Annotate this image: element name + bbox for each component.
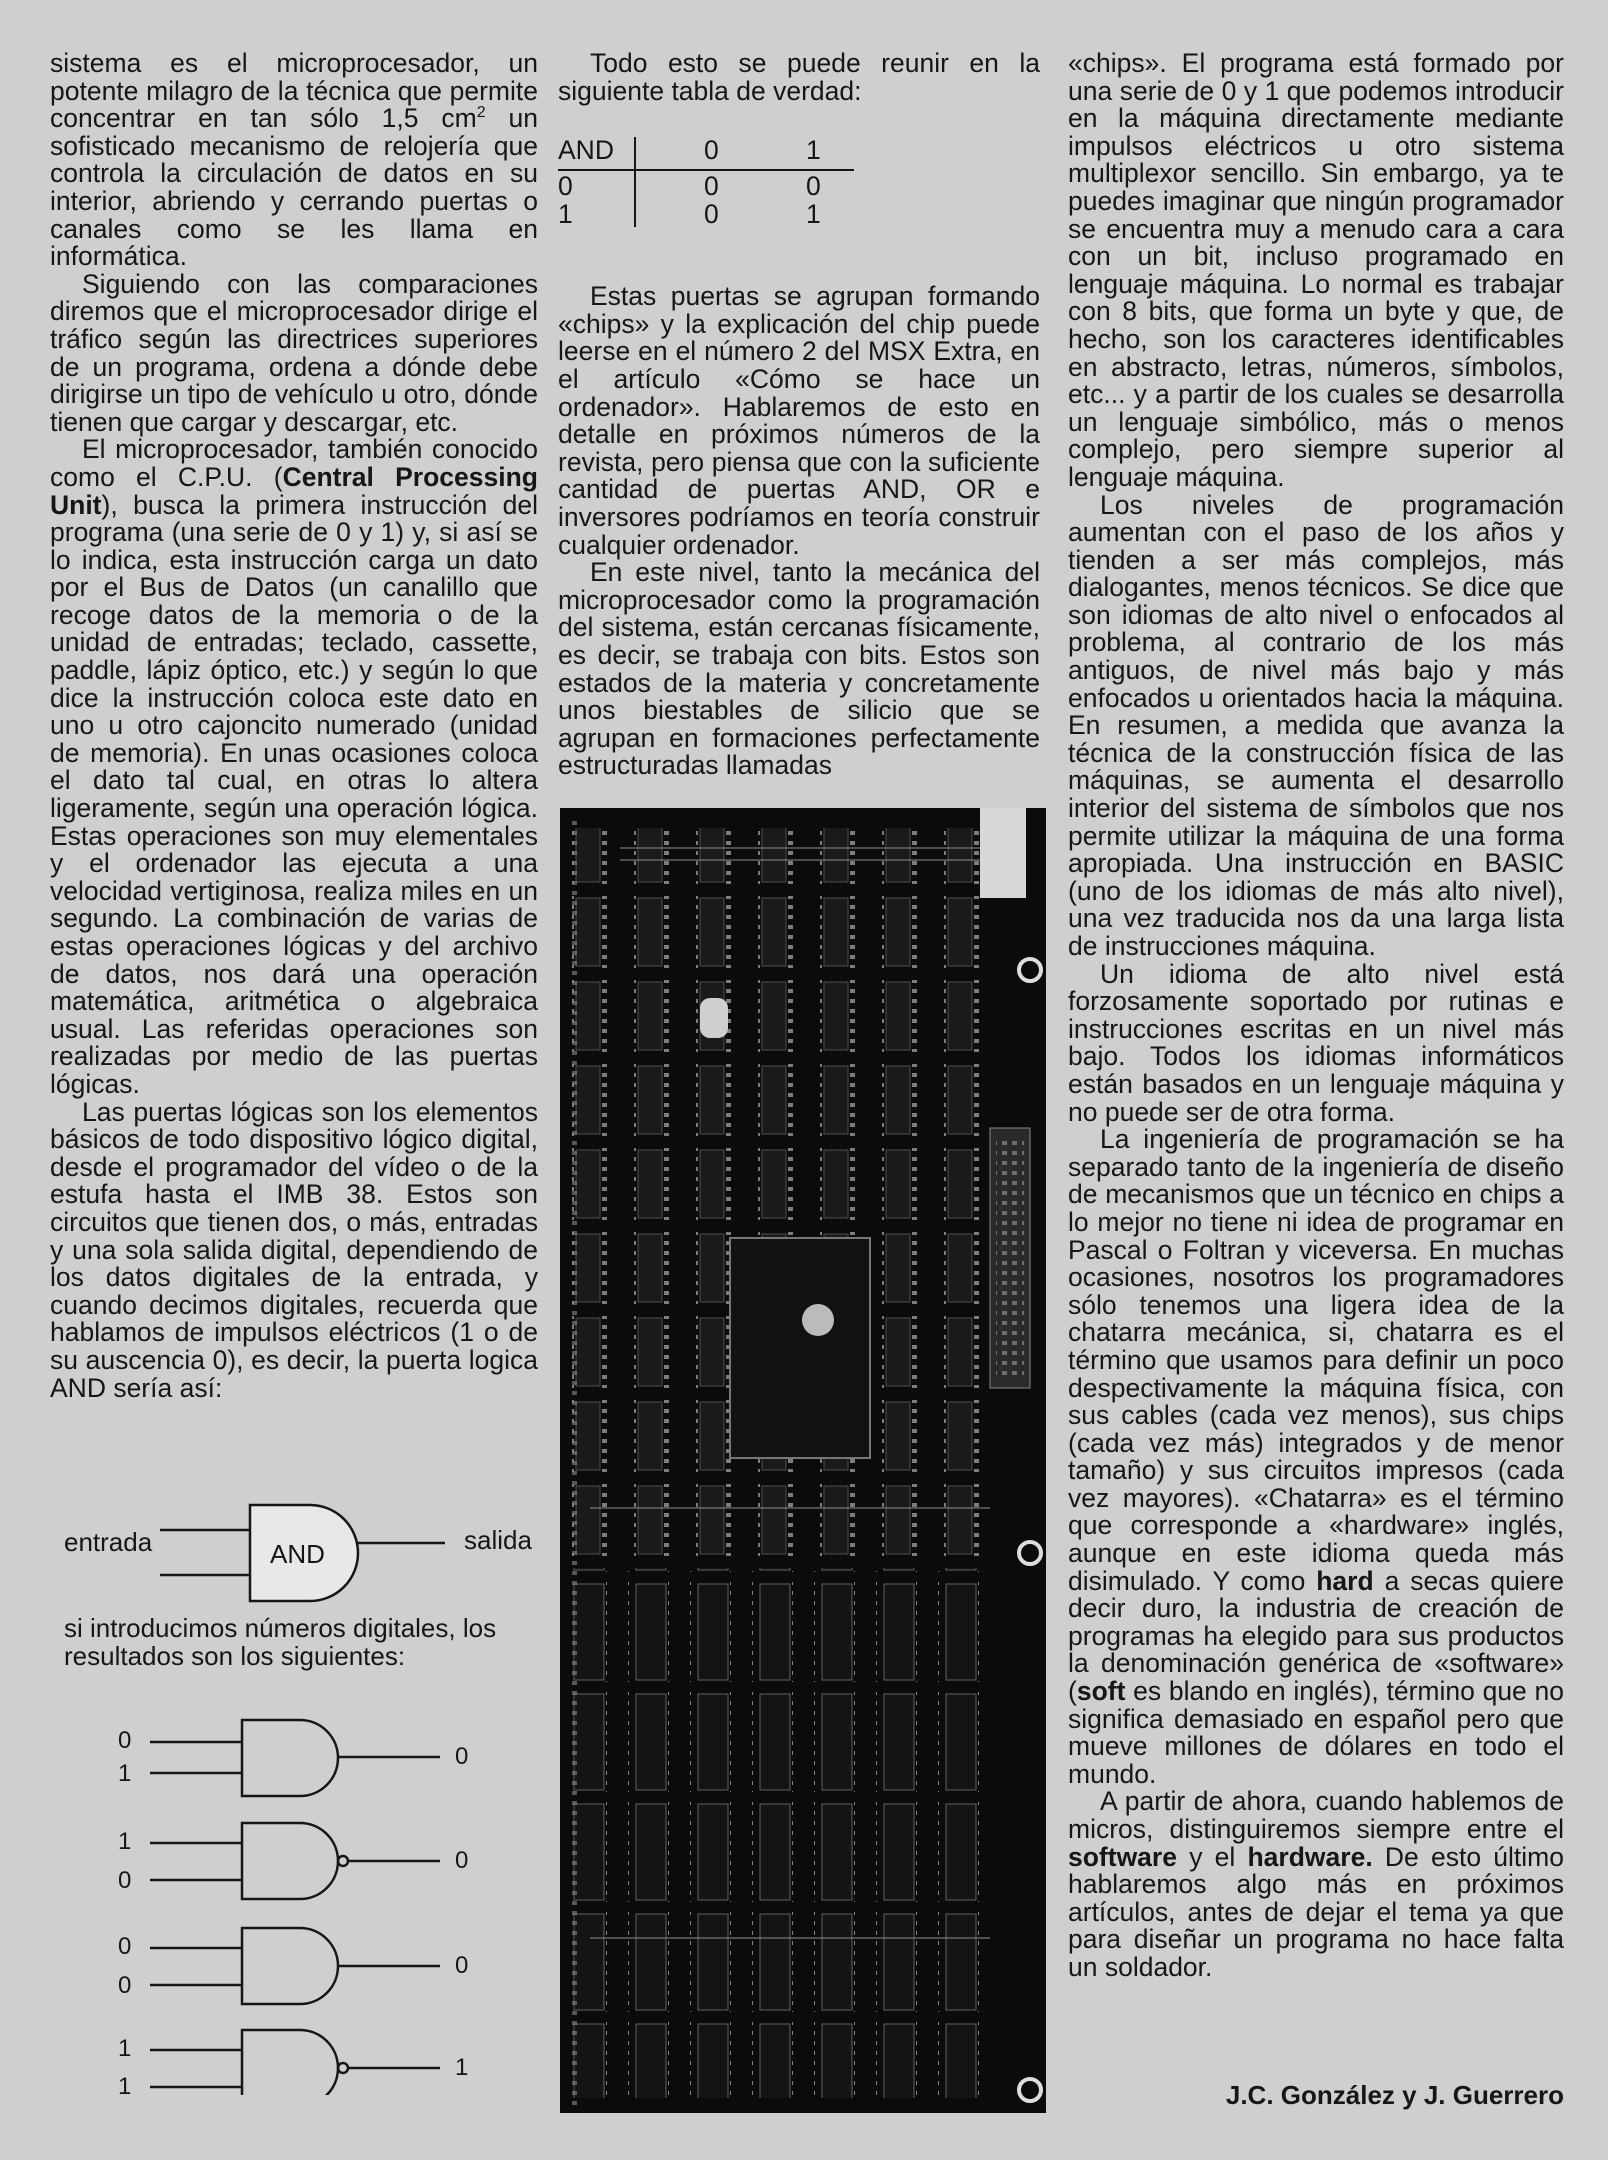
table-header: 0 (704, 135, 719, 166)
paragraph: Un idioma de alto nivel está forzosamente soportado por rutinas e instrucciones escritas en un nivel más bajo. Todos los idiomas informáticos están basados en un lenguaje máquina y no puede ser de otra forma. (1068, 958, 1564, 1127)
gate-input-a: 1 (118, 2035, 132, 2062)
gate-output: 0 (455, 1743, 469, 1770)
author-byline: J.C. González y J. Guerrero (1225, 2080, 1564, 2110)
paragraph: En este nivel, tanto la mecánica del microprocesador como la programación del sistema, están cercanas físicamente, es decir, se trabaja con bits. Estos son estados de la materia y concretamente unos biestables de silicio que se agrupan en formaciones perfectamente estructuradas llamadas (558, 557, 1040, 781)
paragraph: Los niveles de programación aumentan con el paso de los años y tienden a ser más complejos, más dialogantes, menos técnicos. Se dice que son idiomas de alto nivel o enfocados al problema, al contrario de los más antiguos, de nivel más bajo y más enfocados u orientados hacia la máquina. En resumen, a medida que avanza la técnica de la construcción física de las máquinas, se aumenta el desarrollo interior del sistema de símbolos que nos permite utilizar la máquina de una forma apropiada. Una instrucción en BASIC (uno de los idiomas de más alto nivel), una vez traducida nos da una larga lista de instrucciones máquina. (1068, 489, 1564, 961)
table-cell: 1 (558, 199, 573, 230)
column-2 (558, 50, 1040, 780)
circuit-board-photo (560, 808, 1046, 2113)
gate-input-b: 1 (118, 2073, 132, 2100)
table-header: AND (558, 135, 614, 166)
table-header: 1 (806, 135, 821, 166)
column-1 (50, 50, 538, 1402)
gate-input-b: 0 (118, 1972, 132, 1999)
paragraph: Las puertas lógicas son los elementos básicos de todo dispositivo lógico digital, desde el programador del vídeo o de la estufa hasta el IMB 38. Estos son circuitos que tienen dos, o más, entradas y una sola salida digital, dependiendo de los datos digitales de la entrada, y cuando decimos digitales, recuerda que hablamos de impulsos eléctricos (1 o de su auscencia 0), es decir, la puerta logica AND sería así: (50, 1096, 538, 1403)
gate-input-b: 1 (118, 1760, 132, 1787)
gate-input-a: 0 (118, 1933, 132, 1960)
table-cell: 0 (806, 171, 821, 202)
paragraph: Todo esto se puede reunir en la siguiente tabla de verdad: (558, 48, 1040, 106)
input-label: entrada (64, 1527, 153, 1557)
table-cell: 0 (704, 199, 719, 230)
paragraph: «chips». El programa está formado por una serie de 0 y 1 que podemos introducir en la máquina directamente mediante impulsos eléctricos u otro sistema multiplexor sencillo. Sin embargo, ya te puedes imaginar que ningún programador se encuentra muy a menudo cara a cara con un bit, incluso programado en lenguaje máquina. Lo normal es trabajar con 8 bits, que forma un byte y que, de hecho, son los caracteres identificables en abstracto, letras, números, símbolos, etc... y a partir de los cuales se desarrolla un lenguaje simbólico, más o menos complejo, pero siempre superior al lenguaje máquina. (1068, 48, 1564, 492)
gate-drawings (50, 1495, 560, 2095)
gate-output: 0 (455, 1847, 469, 1874)
paragraph: Estas puertas se agrupan formando «chips» y la explicación del chip puede leerse en el número 2 del MSX Extra, en el artículo «Cómo se hace un ordenador». Hablaremos de esto en detalle en próximos números de la revista, pero piensa que con la suficiente cantidad de puertas AND, OR e inversores podríamos en teoría construir cualquier ordenador. (558, 281, 1040, 560)
table-cell: 0 (558, 171, 573, 202)
paragraph: El microprocesador, también conocido como el C.P.U. (Central Processing Unit), busca la primera instrucción del programa (una serie de 0 y 1) y, si así se lo indica, esta instrucción carga un dato por el Bus de Datos (un canalillo que recoge datos de la memoria o de la unidad de entradas; teclado, cassette, paddle, lápiz óptico, etc.) y según lo que dice la instrucción coloca este dato en uno u otro cajoncito numerado (unidad de memoria). En unas ocasiones coloca el dato tal cual, en otras lo altera ligeramente, según una operación lógica. Estas operaciones son muy elementales y el ordenador las ejecuta a una velocidad vertiginosa, realiza miles en un segundo. La combinación de varias de estas operaciones lógicas y del archivo de datos, nos dará una operación matemática, aritmética o algebraica usual. Las referidas operaciones son realizadas por medio de las puertas lógicas. (50, 434, 538, 1099)
paragraph: La ingeniería de programación se ha separado tanto de la ingeniería de diseño de mecanismos que un técnico en chips a lo mejor no tiene ni idea de programar en Pascal o Foltran y viceversa. En muchas ocasiones, nosotros los programadores sólo tenemos una ligera idea de la chatarra mecánica, si, chatarra es el término que usamos para definir un poco despectivamente la máquina física, con sus cables (cada vez menos), sus chips (cada vez más) integrados y de menor tamaño) y sus circuitos impresos (cada vez mayores). «Chatarra» es el término que corresponde a «hardware» inglés, aunque en este idioma queda más disimulado. Y como hard a secas quiere decir duro, la industria de creación de programas ha elegido para sus productos la denominación genérica de «software» (soft es blando en inglés), término que no significa demasiado en español pero que mueve millones de dólares en todo el mundo. (1068, 1124, 1564, 1789)
gates-intro: si introducimos números digitales, los resultados son los siguientes: (64, 1613, 497, 1671)
paragraph: Siguiendo con las comparaciones diremos que el microprocesador dirige el tráfico según las directrices superiores de un programa, ordena a dónde debe dirigirse un tipo de vehículo u otro, dónde tienen que cargar y descargar, etc. (50, 268, 538, 437)
column-3 (1068, 50, 1564, 1982)
paragraph: A partir de ahora, cuando hablemos de micros, distinguiremos siempre entre el software y el hardware. De esto último hablaremos algo más en próximos artículos, antes de dejar el tema ya que para diseñar un programa no hace falta un soldador. (1068, 1786, 1564, 1982)
and-gate-label: AND (270, 1539, 325, 1569)
and-gate-diagrams (50, 1495, 560, 2100)
truth-table (558, 137, 858, 233)
gate-output: 1 (455, 2054, 469, 2081)
table-cell: 1 (806, 199, 821, 230)
gate-output: 0 (455, 1952, 469, 1979)
output-label: salida (464, 1525, 532, 1555)
table-cell: 0 (704, 171, 719, 202)
gate-input-a: 1 (118, 1828, 132, 1855)
gate-input-a: 0 (118, 1727, 132, 1754)
gate-input-b: 0 (118, 1867, 132, 1894)
circuit-board-image (560, 808, 1046, 2113)
paragraph: sistema es el microprocesador, un potente milagro de la técnica que permite concentrar en tan sólo 1,5 $cm^2$ un sofisticado mecanismo de relojería que controla la circulación de datos en su interior, abriendo y cerrando puertas o canales como se les llama en informática. (50, 48, 539, 272)
